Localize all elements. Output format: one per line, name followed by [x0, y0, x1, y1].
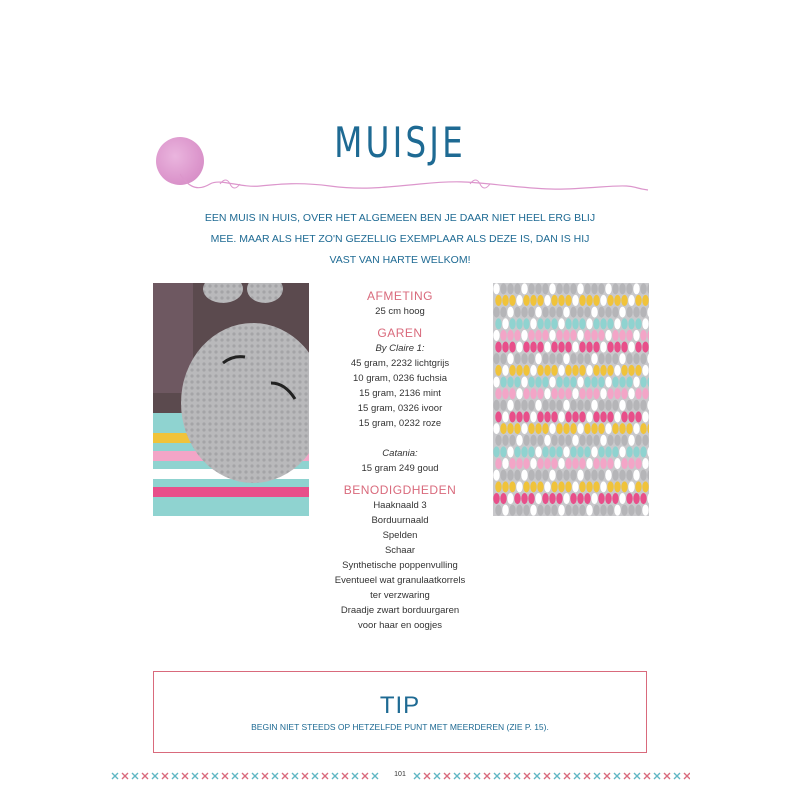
tip-text: BEGIN NIET STEEDS OP HETZELFDE PUNT MET MEERDEREN (ZIE P. 15).	[251, 722, 549, 732]
yarn-item: 15 gram, 0326 ivoor	[357, 403, 443, 414]
tip-title: TIP	[379, 692, 421, 719]
footer-pattern-left	[110, 771, 380, 781]
footer-pattern-right	[412, 771, 690, 781]
intro-text: EEN MUIS IN HUIS, OVER HET ALGEMEEN BEN JE DAAR NIET HEEL ERG BLIJ MEE. MAAR ALS HET ZO'N GEZELLIG EXEMPLAAR ALS DEZE IS, DAN IS HIJ VAST VAN HARTE WELKOM!	[204, 212, 596, 266]
tool-item: Eventueel wat granulaatkorrels	[334, 575, 466, 586]
size-heading: AFMETING	[367, 289, 433, 303]
tool-item: Synthetische poppenvulling	[342, 560, 458, 571]
yarn-item: 45 gram, 2232 lichtgrijs	[350, 358, 450, 369]
yarn-item: 15 gram, 2136 mint	[359, 388, 441, 399]
stitch-photo-graphic	[493, 283, 649, 516]
page-title: MUISJE	[334, 118, 466, 167]
tip-box	[153, 671, 647, 753]
specs-column	[310, 288, 490, 633]
tool-item: ter verzwaring	[370, 590, 430, 601]
tools-heading: BENODIGDHEDEN	[343, 483, 457, 497]
tool-item: Schaar	[384, 545, 416, 556]
size-value: 25 cm hoog	[375, 306, 425, 317]
stitch-photo	[493, 283, 649, 516]
yarn-brand-2: Catania:	[382, 448, 418, 459]
tool-item: Spelden	[382, 530, 418, 541]
yarn-item: 10 gram, 0236 fuchsia	[352, 373, 447, 384]
yarn-brand-1: By Claire 1:	[375, 343, 425, 354]
tool-item: Draadje zwart borduurgaren	[340, 605, 460, 616]
yarn-item: 15 gram 249 goud	[361, 463, 439, 474]
page-number: 101	[394, 771, 406, 778]
tool-item: voor haar en oogjes	[358, 620, 442, 631]
tool-item: Haaknaald 3	[373, 500, 427, 511]
mouse-photo	[153, 283, 309, 516]
yarn-heading: GAREN	[377, 326, 423, 340]
tool-item: Borduurnaald	[371, 515, 429, 526]
yarn-thread-decoration	[180, 170, 650, 200]
yarn-item: 15 gram, 0232 roze	[358, 418, 442, 429]
mouse-photo-graphic	[153, 283, 309, 516]
